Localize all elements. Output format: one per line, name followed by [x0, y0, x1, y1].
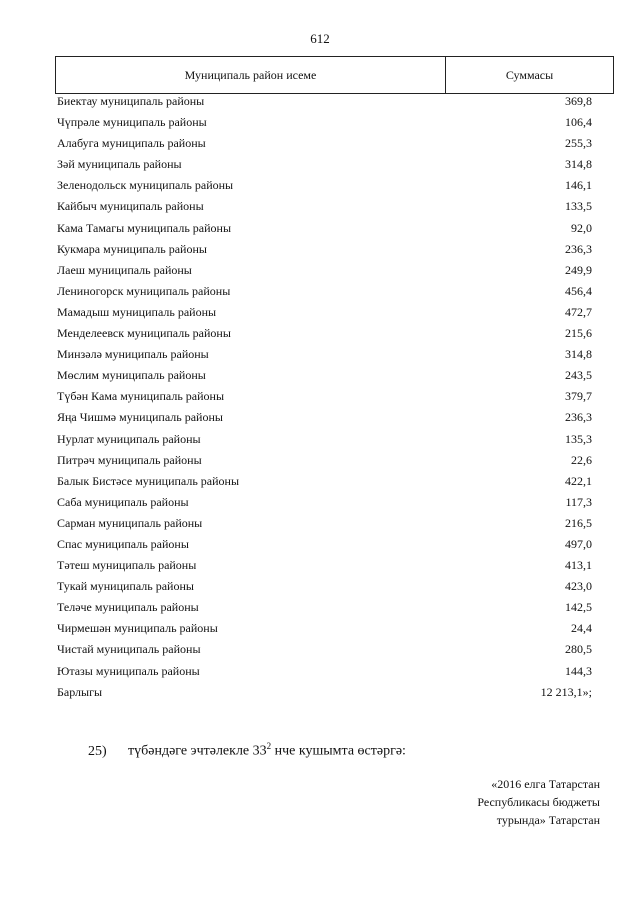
column-header-sum: Суммасы — [505, 67, 554, 82]
table-row — [57, 471, 592, 492]
district-name: Нурлат муниципаль районы — [57, 431, 201, 446]
total-label: Барлыгы — [57, 684, 103, 699]
district-name: Алабуга муниципаль районы — [57, 136, 206, 151]
district-name: Мөслим муниципаль районы — [57, 368, 206, 383]
district-sum: 236,3 — [565, 410, 592, 425]
district-sum: 216,5 — [565, 515, 592, 530]
district-sum: 133,5 — [565, 199, 592, 214]
table-row — [57, 133, 592, 154]
district-sum: 146,1 — [565, 178, 592, 193]
table-row — [57, 323, 592, 344]
table-row — [57, 175, 592, 196]
total-sum: 12 213,1»; — [540, 684, 592, 699]
district-name: Зеленодольск муниципаль районы — [57, 178, 234, 193]
district-sum: 106,4 — [565, 115, 592, 130]
item-number: 25) — [88, 743, 107, 759]
district-name: Чирмешән муниципаль районы — [57, 621, 218, 636]
table-row — [57, 407, 592, 428]
table-row — [57, 260, 592, 281]
reference-line: «2016 елга Татарстан — [491, 777, 600, 791]
district-sum: 280,5 — [565, 642, 592, 657]
table-row — [57, 492, 592, 513]
district-name: Чистай муниципаль районы — [57, 642, 201, 657]
table-row — [57, 365, 592, 386]
district-name: Тәтеш муниципаль районы — [57, 558, 197, 573]
district-sum: 22,6 — [571, 452, 592, 467]
table-row — [57, 344, 592, 365]
district-name: Балык Бистәсе муниципаль районы — [57, 473, 240, 488]
table-body — [57, 91, 592, 703]
table-row — [57, 555, 592, 576]
item-text-before: түбәндәге эчтәлекле 33 — [128, 743, 267, 759]
district-sum: 144,3 — [565, 663, 592, 678]
table-row — [57, 302, 592, 323]
district-sum: 379,7 — [565, 389, 592, 404]
table-row — [57, 196, 592, 217]
district-name: Чүпрәле муниципаль районы — [57, 115, 207, 130]
column-header-name: Муниципаль район исеме — [56, 57, 446, 93]
district-sum: 472,7 — [565, 304, 592, 319]
district-sum: 249,9 — [565, 262, 592, 277]
district-sum: 236,3 — [565, 241, 592, 256]
district-sum: 423,0 — [565, 579, 592, 594]
reference-block — [477, 775, 600, 829]
district-sum: 24,4 — [571, 621, 592, 636]
district-name: Зәй муниципаль районы — [57, 157, 182, 172]
district-name: Кайбыч муниципаль районы — [57, 199, 204, 214]
item-text-after: нче кушымта өстәргә: — [271, 743, 406, 759]
district-sum: 422,1 — [565, 473, 592, 488]
table-row — [57, 91, 592, 112]
table-row — [57, 618, 592, 639]
district-sum: 369,8 — [565, 94, 592, 108]
district-name: Лаеш муниципаль районы — [57, 262, 192, 277]
table-row — [57, 386, 592, 407]
district-name: Сарман муниципаль районы — [57, 515, 203, 530]
district-sum: 456,4 — [565, 283, 592, 298]
district-name: Биектау муниципаль районы — [57, 94, 205, 108]
district-sum: 413,1 — [565, 558, 592, 573]
district-name: Яңа Чишмә муниципаль районы — [57, 410, 223, 425]
district-sum: 92,0 — [571, 220, 592, 235]
district-sum: 142,5 — [565, 600, 592, 615]
district-name: Кукмара муниципаль районы — [57, 241, 207, 256]
table-row — [57, 576, 592, 597]
district-name: Менделеевск муниципаль районы — [57, 326, 231, 341]
district-name: Ютазы муниципаль районы — [57, 663, 200, 678]
district-name: Спас муниципаль районы — [57, 536, 189, 551]
district-sum: 243,5 — [565, 368, 592, 383]
item-25 — [88, 741, 406, 760]
table-row — [57, 639, 592, 660]
page-number: 612 — [310, 31, 330, 46]
district-name: Теләче муниципаль районы — [57, 600, 199, 615]
table-row — [57, 597, 592, 618]
reference-line: Республикасы бюджеты — [477, 795, 600, 809]
district-name: Кама Тамагы муниципаль районы — [57, 220, 232, 235]
table-row — [57, 218, 592, 239]
table-row — [57, 450, 592, 471]
district-name: Лениногорск муниципаль районы — [57, 283, 231, 298]
district-sum: 255,3 — [565, 136, 592, 151]
table-row — [57, 154, 592, 175]
district-sum: 117,3 — [565, 494, 592, 509]
district-sum: 497,0 — [565, 536, 592, 551]
district-name: Минзәлә муниципаль районы — [57, 347, 209, 362]
table-row — [57, 112, 592, 133]
item-superscript: 2 — [266, 741, 272, 751]
district-sum: 215,6 — [565, 326, 592, 341]
reference-line: турында» Татарстан — [496, 813, 600, 827]
table-header — [55, 56, 614, 94]
district-sum: 135,3 — [565, 431, 592, 446]
district-sum: 314,8 — [565, 347, 592, 362]
table-row — [57, 429, 592, 450]
district-name: Тукай муниципаль районы — [57, 579, 194, 594]
table-row — [57, 239, 592, 260]
table-row — [57, 281, 592, 302]
table-row — [57, 534, 592, 555]
district-name: Саба муниципаль районы — [57, 494, 189, 509]
table-row — [57, 661, 592, 682]
district-name: Питрәч муниципаль районы — [57, 452, 202, 467]
district-name: Түбән Кама муниципаль районы — [57, 389, 225, 404]
table-row — [57, 513, 592, 534]
district-name: Мамадыш муниципаль районы — [57, 304, 217, 319]
total-row — [57, 682, 592, 703]
district-sum: 314,8 — [565, 157, 592, 172]
